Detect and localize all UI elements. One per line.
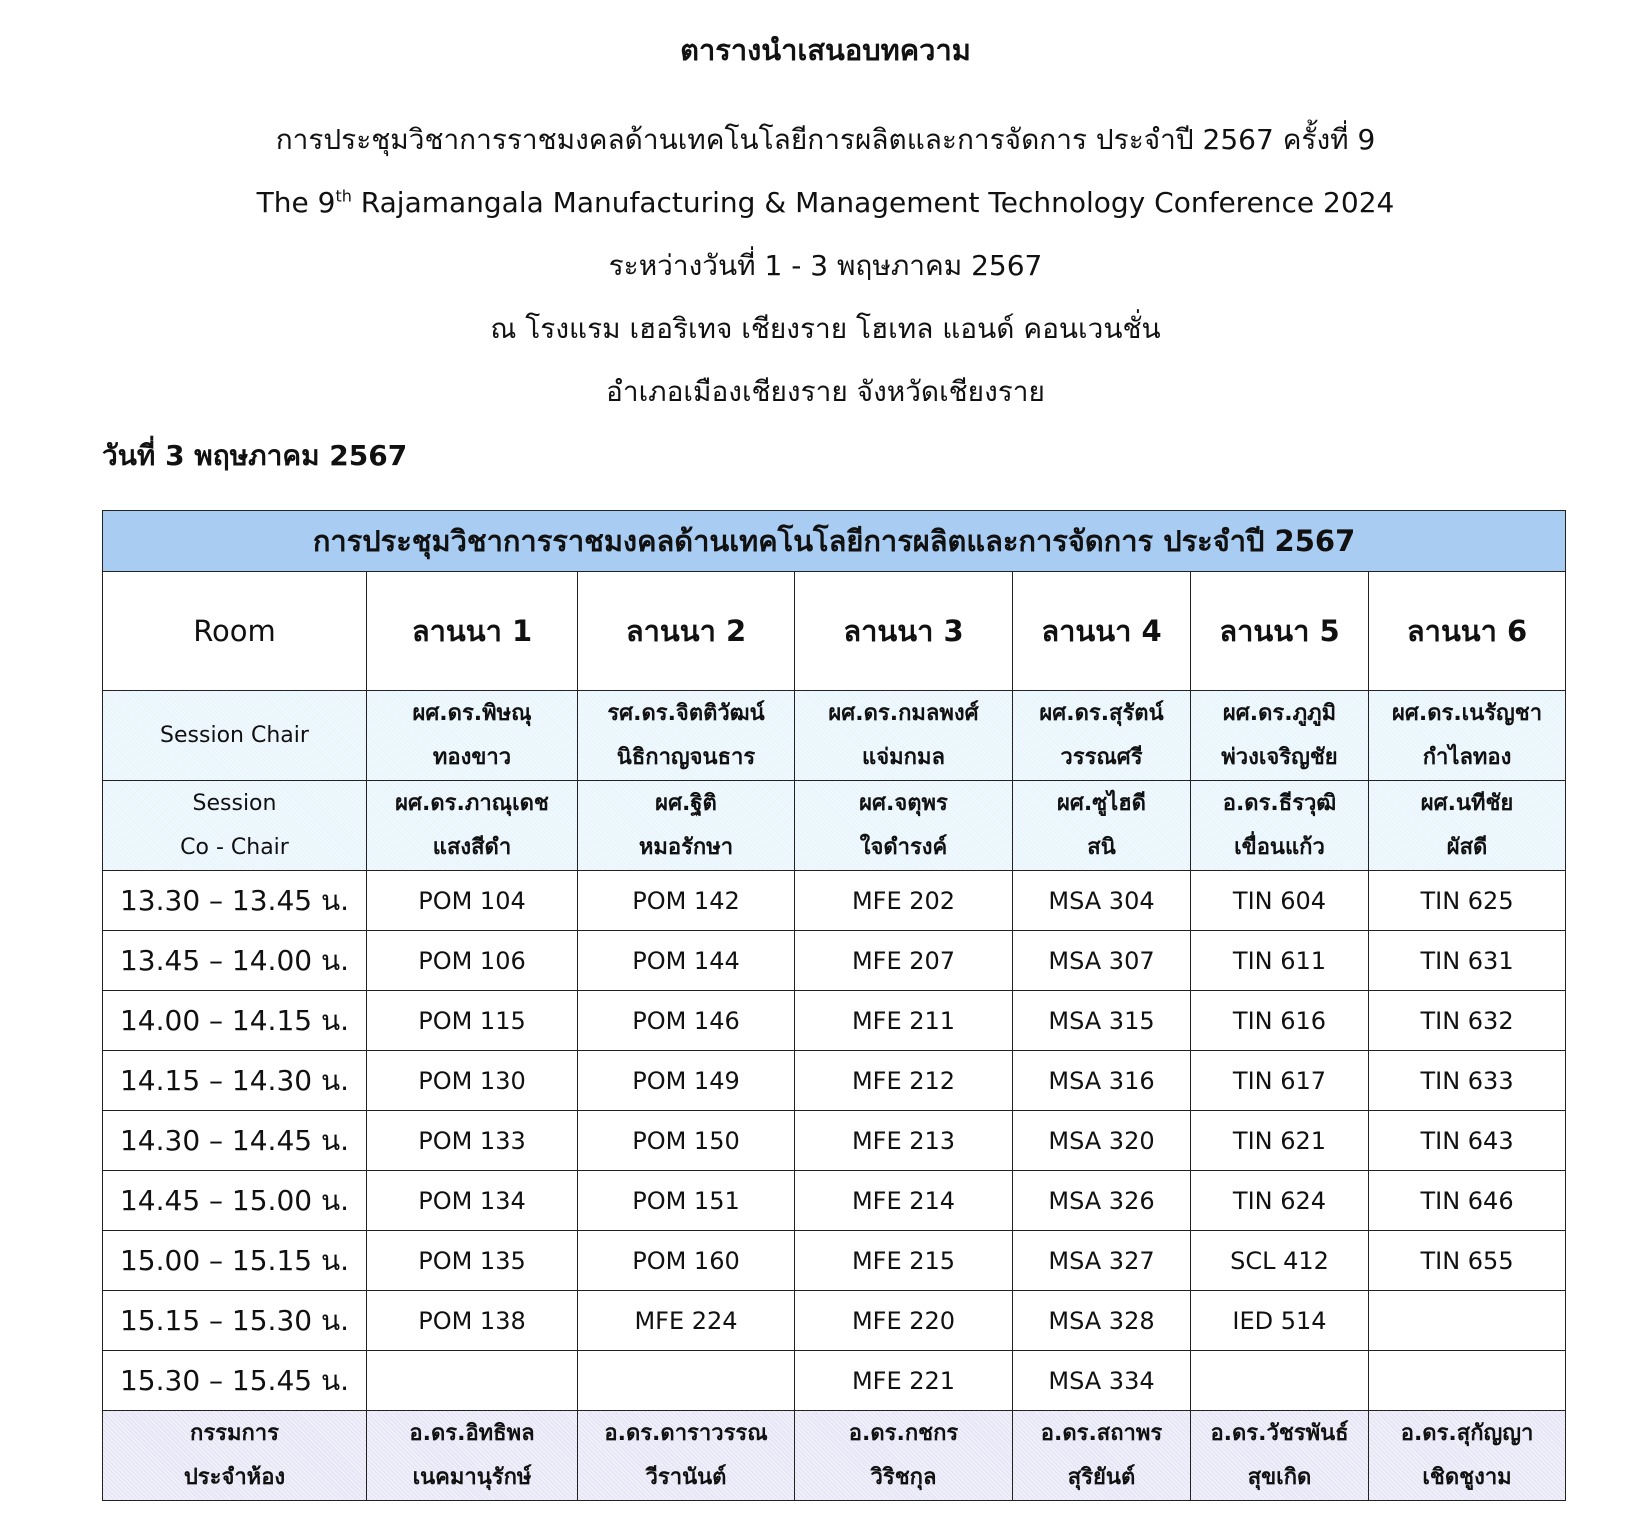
conference-location: อำเภอเมืองเชียงราย จังหวัดเชียงราย — [606, 375, 1045, 408]
conference-dates: ระหว่างวันที่ 1 - 3 พฤษภาคม 2567 — [608, 249, 1043, 282]
paper-cell: IED 514 — [1191, 1291, 1369, 1351]
paper-cell: POM 144 — [578, 931, 795, 991]
co-chair-row — [103, 781, 1566, 871]
committee-cell: อ.ดร.สุกัญญา เชิดชูงาม — [1369, 1411, 1566, 1501]
paper-cell: TIN 625 — [1369, 871, 1566, 931]
paper-cell: MSA 307 — [1013, 931, 1191, 991]
session-chair-cell: รศ.ดร.จิตติวัฒน์ นิธิกาญจนธาร — [578, 691, 795, 781]
paper-cell: TIN 631 — [1369, 931, 1566, 991]
day-label: วันที่ 3 พฤษภาคม 2567 — [102, 439, 408, 472]
time-slot: 14.00 – 14.15 น. — [103, 991, 367, 1051]
paper-cell: MFE 213 — [795, 1111, 1013, 1171]
paper-cell: MSA 316 — [1013, 1051, 1191, 1111]
time-slot: 14.45 – 15.00 น. — [103, 1171, 367, 1231]
time-slot-row — [103, 991, 1566, 1051]
paper-cell — [1369, 1291, 1566, 1351]
paper-cell: TIN 617 — [1191, 1051, 1369, 1111]
paper-cell: TIN 646 — [1369, 1171, 1566, 1231]
paper-cell: POM 106 — [367, 931, 578, 991]
time-slot: 14.30 – 14.45 น. — [103, 1111, 367, 1171]
time-slot: 13.30 – 13.45 น. — [103, 871, 367, 931]
paper-cell: POM 150 — [578, 1111, 795, 1171]
co-chair-cell: ผศ.ดร.ภาณุเดช แสงสีดำ — [367, 781, 578, 871]
table-title-row — [103, 511, 1566, 572]
paper-cell: TIN 616 — [1191, 991, 1369, 1051]
paper-cell: TIN 655 — [1369, 1231, 1566, 1291]
paper-cell: SCL 412 — [1191, 1231, 1369, 1291]
time-slot: 15.30 – 15.45 น. — [103, 1351, 367, 1411]
paper-cell: TIN 621 — [1191, 1111, 1369, 1171]
time-slot-row — [103, 931, 1566, 991]
time-slot-row — [103, 1111, 1566, 1171]
paper-cell: MFE 215 — [795, 1231, 1013, 1291]
room-name: ลานนา 3 — [795, 572, 1013, 691]
paper-cell: POM 130 — [367, 1051, 578, 1111]
committee-cell: อ.ดร.ดาราวรรณ วีรานันต์ — [578, 1411, 795, 1501]
session-chair-cell: ผศ.ดร.สุรัตน์ วรรณศรี — [1013, 691, 1191, 781]
paper-cell: MSA 327 — [1013, 1231, 1191, 1291]
paper-cell: MFE 224 — [578, 1291, 795, 1351]
time-slot: 15.00 – 15.15 น. — [103, 1231, 367, 1291]
paper-cell: TIN 633 — [1369, 1051, 1566, 1111]
co-chair-cell: ผศ.ซูไฮดี สนิ — [1013, 781, 1191, 871]
paper-cell: MFE 202 — [795, 871, 1013, 931]
time-slot: 14.15 – 14.30 น. — [103, 1051, 367, 1111]
paper-cell: POM 134 — [367, 1171, 578, 1231]
co-chair-cell: ผศ.นทีชัย ผัสดี — [1369, 781, 1566, 871]
room-label: Room — [103, 572, 367, 691]
room-header-row — [103, 572, 1566, 691]
conference-title-english: The 9th Rajamangala Manufacturing & Management Technology Conference 2024 — [256, 186, 1395, 219]
paper-cell: TIN 643 — [1369, 1111, 1566, 1171]
conference-venue: ณ โรงแรม เฮอริเทจ เชียงราย โฮเทล แอนด์ คอนเวนชั่น — [490, 312, 1161, 345]
co-chair-cell: ผศ.ฐิติ หมอรักษา — [578, 781, 795, 871]
paper-cell: MFE 221 — [795, 1351, 1013, 1411]
co-chair-cell: อ.ดร.ธีรวุฒิ เขื่อนแก้ว — [1191, 781, 1369, 871]
paper-cell: POM 146 — [578, 991, 795, 1051]
paper-cell: POM 149 — [578, 1051, 795, 1111]
session-chair-cell: ผศ.ดร.ภูภูมิ พ่วงเจริญชัย — [1191, 691, 1369, 781]
committee-cell: อ.ดร.กชกร วิริชกุล — [795, 1411, 1013, 1501]
paper-cell: MFE 207 — [795, 931, 1013, 991]
paper-cell: MFE 214 — [795, 1171, 1013, 1231]
paper-cell: POM 142 — [578, 871, 795, 931]
session-chair-cell: ผศ.ดร.เนรัญชา กำไลทอง — [1369, 691, 1566, 781]
committee-row — [103, 1411, 1566, 1501]
room-name: ลานนา 2 — [578, 572, 795, 691]
paper-cell: MSA 334 — [1013, 1351, 1191, 1411]
committee-cell: อ.ดร.อิทธิพล เนคมานุรักษ์ — [367, 1411, 578, 1501]
paper-cell: TIN 611 — [1191, 931, 1369, 991]
paper-cell: POM 160 — [578, 1231, 795, 1291]
paper-cell — [367, 1351, 578, 1411]
paper-cell: MFE 211 — [795, 991, 1013, 1051]
co-chair-row-label: Session Co - Chair — [103, 781, 367, 871]
paper-cell: MFE 212 — [795, 1051, 1013, 1111]
time-slot-row — [103, 1171, 1566, 1231]
paper-cell: TIN 632 — [1369, 991, 1566, 1051]
paper-cell: MSA 315 — [1013, 991, 1191, 1051]
time-slot: 13.45 – 14.00 น. — [103, 931, 367, 991]
session-chair-row-label: Session Chair — [103, 691, 367, 781]
paper-cell: MSA 320 — [1013, 1111, 1191, 1171]
paper-cell: POM 115 — [367, 991, 578, 1051]
time-slot-row — [103, 1351, 1566, 1411]
paper-cell: MSA 326 — [1013, 1171, 1191, 1231]
paper-cell — [1191, 1351, 1369, 1411]
paper-cell — [1369, 1351, 1566, 1411]
paper-cell: POM 151 — [578, 1171, 795, 1231]
room-name: ลานนา 1 — [367, 572, 578, 691]
committee-row-label: กรรมการ ประจำห้อง — [103, 1411, 367, 1501]
time-slot-row — [103, 1231, 1566, 1291]
time-slot-row — [103, 1051, 1566, 1111]
document-title: ตารางนำเสนอบทความ — [680, 33, 971, 67]
paper-cell: POM 138 — [367, 1291, 578, 1351]
paper-cell: TIN 604 — [1191, 871, 1369, 931]
paper-cell: POM 133 — [367, 1111, 578, 1171]
time-slot: 15.15 – 15.30 น. — [103, 1291, 367, 1351]
session-chair-cell: ผศ.ดร.พิษณุ ทองขาว — [367, 691, 578, 781]
paper-cell: MSA 328 — [1013, 1291, 1191, 1351]
conference-title-thai: การประชุมวิชาการราชมงคลด้านเทคโนโลยีการผลิตและการจัดการ ประจำปี 2567 ครั้งที่ 9 — [275, 123, 1376, 156]
paper-cell: MFE 220 — [795, 1291, 1013, 1351]
committee-cell: อ.ดร.วัชรพันธ์ สุขเกิด — [1191, 1411, 1369, 1501]
co-chair-cell: ผศ.จตุพร ใจดำรงค์ — [795, 781, 1013, 871]
schedule-table — [102, 510, 1566, 1501]
time-slot-row — [103, 871, 1566, 931]
paper-cell: TIN 624 — [1191, 1171, 1369, 1231]
session-chair-row — [103, 691, 1566, 781]
session-chair-cell: ผศ.ดร.กมลพงศ์ แจ่มกมล — [795, 691, 1013, 781]
committee-cell: อ.ดร.สถาพร สุริยันต์ — [1013, 1411, 1191, 1501]
room-name: ลานนา 4 — [1013, 572, 1191, 691]
paper-cell — [578, 1351, 795, 1411]
room-name: ลานนา 5 — [1191, 572, 1369, 691]
paper-cell: POM 135 — [367, 1231, 578, 1291]
room-name: ลานนา 6 — [1369, 572, 1566, 691]
paper-cell: MSA 304 — [1013, 871, 1191, 931]
paper-cell: POM 104 — [367, 871, 578, 931]
table-title: การประชุมวิชาการราชมงคลด้านเทคโนโลยีการผลิตและการจัดการ ประจำปี 2567 — [103, 511, 1566, 572]
time-slot-row — [103, 1291, 1566, 1351]
